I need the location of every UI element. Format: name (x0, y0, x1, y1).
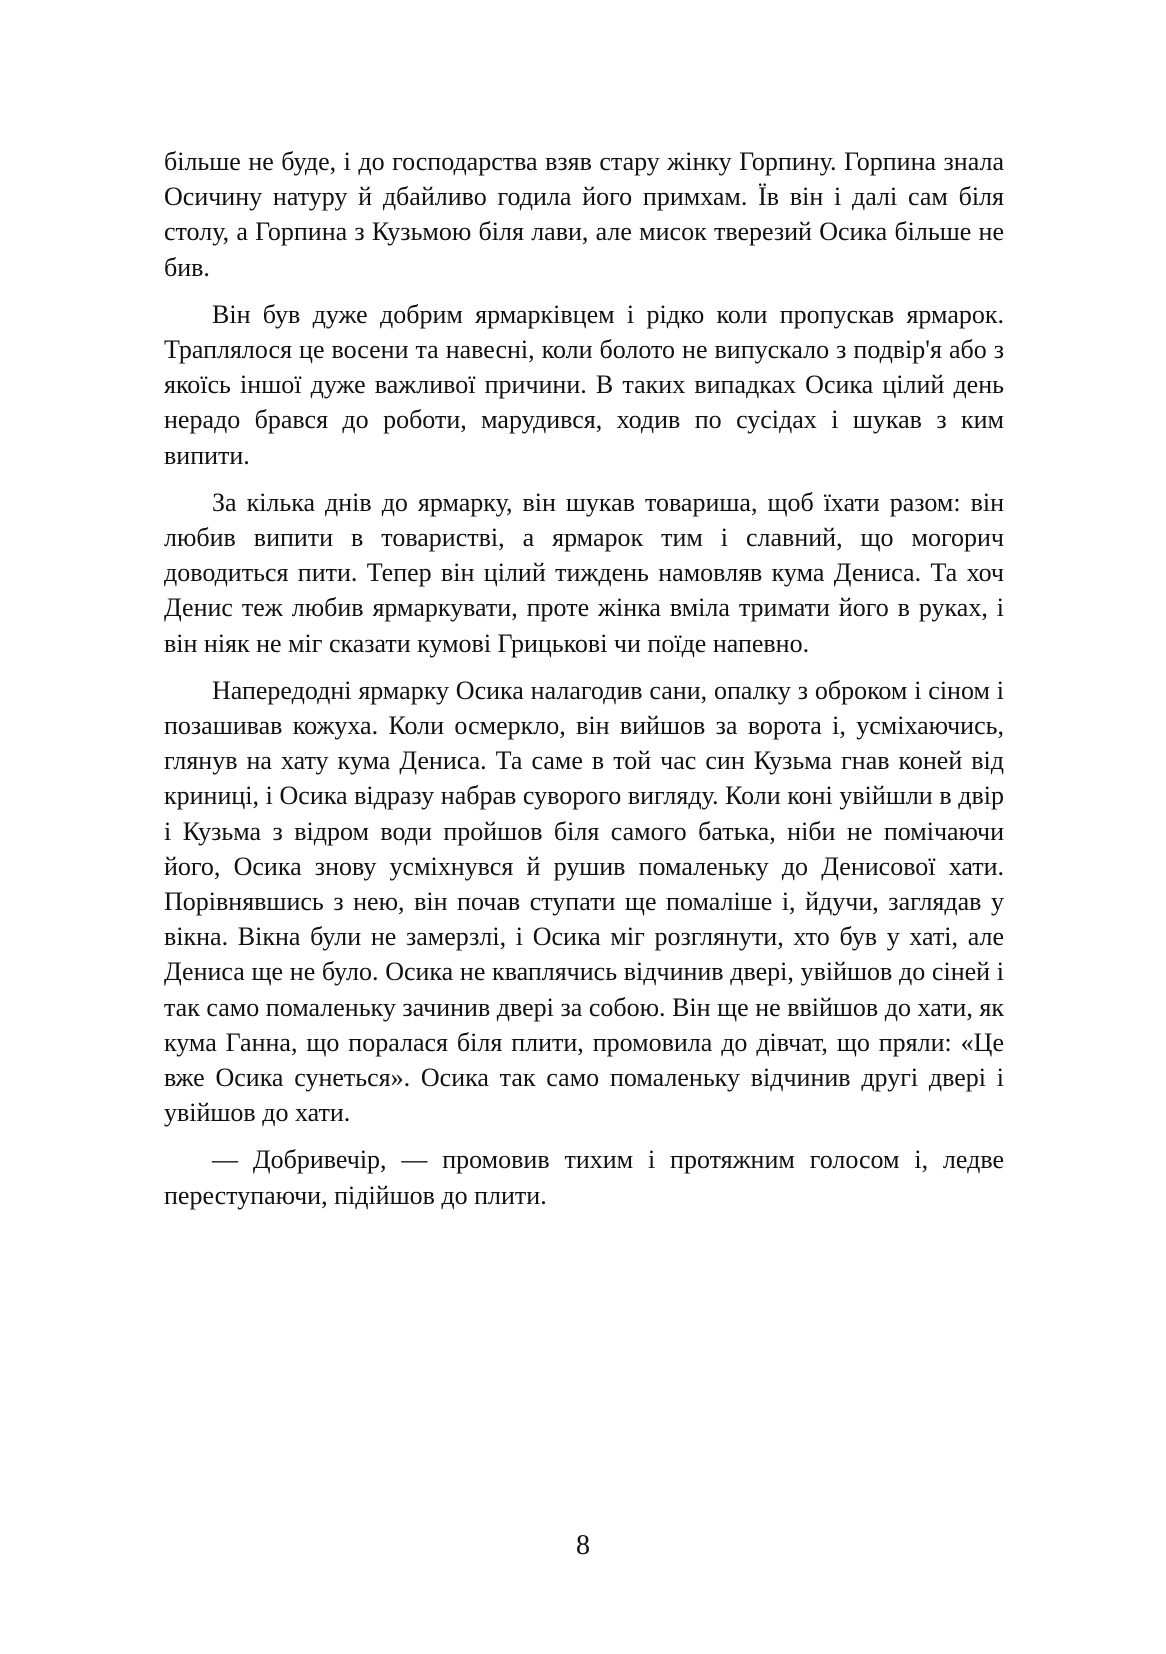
paragraph-2: Він був дуже добрим ярмарківцем і рідко коли пропускав ярмарок. Траплялося це восени та навесні, коли болото не випускало з подвір'я або з якоїсь іншої дуже важливої причини. В таких випадках Осика цілий день нерадо брався до роботи, марудився, ходив по сусідах і шукав з ким випити. (164, 299, 1004, 470)
paragraph-4: Напередодні ярмарку Осика налагодив сани, опалку з оброком і сіном і позашивав кожуха. Коли осмеркло, він вийшов за ворота і, усміхаючись, глянув на хату кума Дениса. Та саме в той час син Кузьма гнав коней від криниці, і Осика відразу набрав суворого вигляду. Коли коні увійшли в двір і Кузьма з відром води пройшов біля самого батька, ніби не помічаючи його, Осика знову усміхнувся й рушив помаленьку до Денисової хати. Порівнявшись з нею, він почав ступати ще помаліше і, йдучи, заглядав у вікна. Вікна були не замерзлі, і Осика міг розглянути, хто був у хаті, але Дениса ще не було. Осика не кваплячись відчинив двері, увійшов до сіней і так само помаленьку зачинив двері за собою. Він ще не ввійшов до хати, як кума Ганна, що поралася біля плити, промовила до дівчат, що пряли: «Це вже Осика сунеться». Осика так само помаленьку відчинив другі двері і увійшов до хати. (164, 675, 1004, 1128)
page-number: 8 (576, 1530, 590, 1561)
paragraph-3: За кілька днів до ярмарку, він шукав товариша, щоб їхати разом: він любив випити в товаристві, а ярмарок тим і славний, що могорич доводиться пити. Тепер він цілий тиждень намовляв кума Дениса. Та хоч Денис теж любив ярмаркувати, проте жінка вміла тримати його в руках, і він ніяк не міг сказати кумові Грицькові чи поїде напевно. (164, 487, 1004, 658)
paragraph-5: — Добривечір, — промовив тихим і протяжним голосом і, ледве переступаючи, підійшов до плити. (164, 1145, 1004, 1210)
body-text (164, 144, 1004, 1225)
paragraph-1: більше не буде, і до господарства взяв стару жінку Горпину. Горпина знала Осичину натуру й дбайливо годила його примхам. Їв він і далі сам біля столу, а Горпина з Кузьмою біля лави, але мисок тверезий Осика більше не бив. (164, 147, 1004, 282)
